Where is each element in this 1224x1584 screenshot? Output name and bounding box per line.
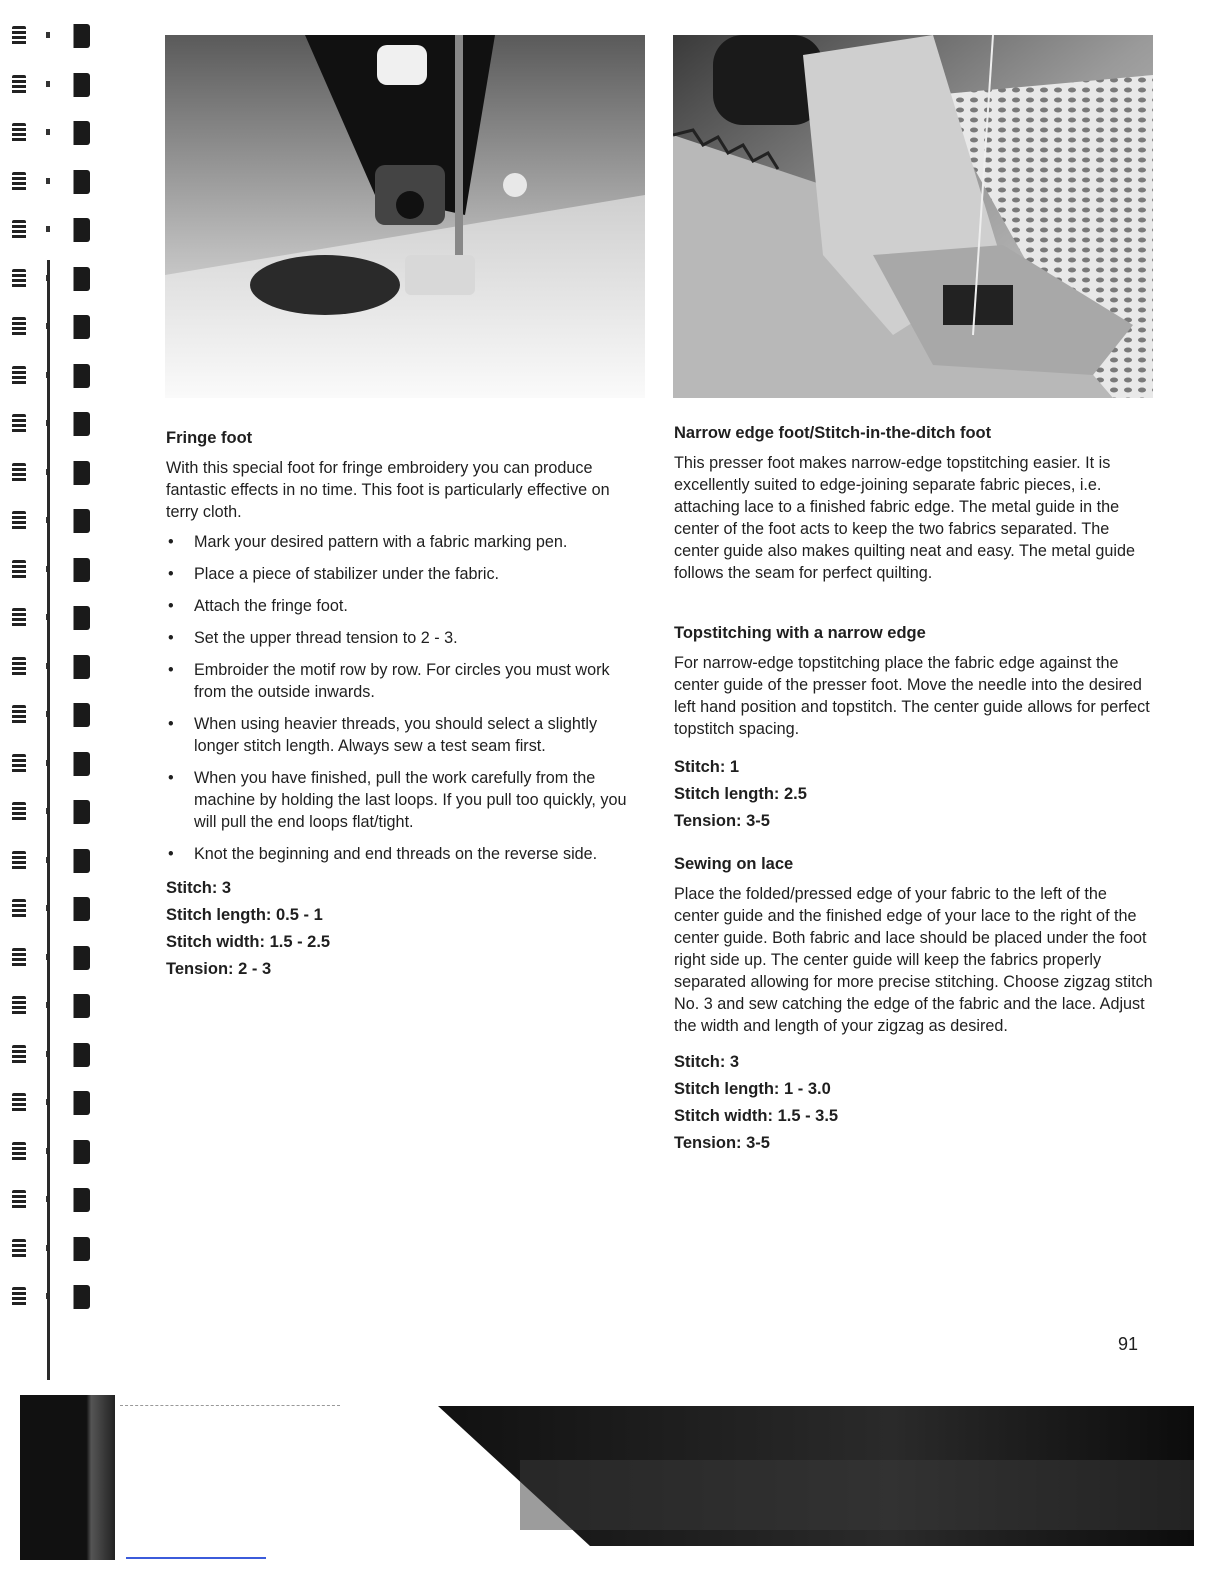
binding-ring [10, 507, 90, 533]
spec-stitch: Stitch: 1 [674, 758, 740, 776]
topstitching-heading: Topstitching with a narrow edge [674, 624, 926, 642]
fringe-foot-heading: Fringe foot [166, 429, 253, 447]
fringe-foot-steps [166, 531, 646, 865]
binding-ring [10, 556, 90, 582]
divider [126, 1557, 266, 1559]
binding-ring [10, 750, 90, 776]
binding-ring [10, 895, 90, 921]
fringe-foot-specs [166, 875, 646, 983]
list-item: • Set the upper thread tension to 2 - 3. [166, 627, 646, 649]
binding-ring [10, 1186, 90, 1212]
spec-stitch-length: Stitch length: 1 - 3.0 [674, 1080, 831, 1098]
fringe-foot-intro: With this special foot for fringe embroidery you can produce fantastic effects in no time. This foot is particularly effective on terry cloth. [166, 459, 610, 521]
binding-ring [10, 992, 90, 1018]
narrow-edge-foot-heading: Narrow edge foot/Stitch-in-the-ditch foot [674, 424, 992, 442]
list-item: • Embroider the motif row by row. For circles you must work from the outside inwards. [166, 659, 646, 703]
sewing-lace-text: Place the folded/pressed edge of your fabric to the left of the center guide and the finished edge of your lace to the right of the center guide. Both fabric and lace should be placed under the foot right side up. The center guide will keep the fabrics properly separated allowing for more precise stitching. Choose zigzag stitch No. 3 and sew catching the edge of the fabric and the lace. Adjust the width and length of your zigzag as desired. [674, 885, 1153, 1035]
spec-tension: Tension: 3-5 [674, 812, 770, 830]
binding-spine [47, 260, 50, 1380]
binding-ring [10, 410, 90, 436]
sewing-lace-specs [674, 1049, 1154, 1157]
spec-stitch-length: Stitch length: 0.5 - 1 [166, 906, 323, 924]
topstitching-specs [674, 754, 1154, 835]
spec-tension: Tension: 2 - 3 [166, 960, 272, 978]
list-item: • Knot the beginning and end threads on the reverse side. [166, 843, 646, 865]
photo-fringe-foot-icon [165, 35, 645, 398]
binding-ring [10, 71, 90, 97]
binding-ring [10, 944, 90, 970]
spec-tension: Tension: 3-5 [674, 1134, 770, 1152]
page-number: 91 [1118, 1334, 1139, 1354]
binding-ring [10, 1138, 90, 1164]
binding-ring [10, 1235, 90, 1261]
topstitching-section [674, 622, 1154, 835]
binding-ring [10, 168, 90, 194]
list-item: • Attach the fringe foot. [166, 595, 646, 617]
spec-stitch-width: Stitch width: 1.5 - 2.5 [166, 933, 331, 951]
spec-stitch-width: Stitch width: 1.5 - 3.5 [674, 1107, 839, 1125]
binding-ring [10, 1041, 90, 1067]
binding-ring [10, 119, 90, 145]
topstitching-text: For narrow-edge topstitching place the fabric edge against the center guide of the presser foot. Move the needle into the desired left hand position and topstitch. The center guide allows for perfect topstitch spacing. [674, 654, 1150, 738]
binding-ring [10, 604, 90, 630]
list-item: • When using heavier threads, you should select a slightly longer stitch length. Always sew a test seam first. [166, 713, 646, 757]
binding-ring [10, 459, 90, 485]
photo-narrow-edge-foot-icon [673, 35, 1153, 398]
binding-ring [10, 847, 90, 873]
binding-ring [10, 265, 90, 291]
narrow-edge-foot-intro: This presser foot makes narrow-edge topstitching easier. It is excellently suited to edge-joining separate fabric pieces, i.e. attaching lace to a finished fabric edge. The metal guide in the center of the foot acts to keep the two fabrics separated. The center guide also makes quilting neat and easy. The metal guide follows the seam for perfect quilting. [674, 454, 1136, 582]
narrow-edge-foot-section [674, 422, 1154, 584]
binding-ring [10, 22, 90, 48]
fringe-foot-photo [165, 35, 645, 398]
narrow-edge-foot-photo [673, 35, 1153, 398]
list-item: • When you have finished, pull the work carefully from the machine by holding the last loops. If you pull too quickly, you will pull the end loops flat/tight. [166, 767, 646, 833]
binding-ring [10, 1283, 90, 1309]
spec-stitch-length: Stitch length: 2.5 [674, 785, 807, 803]
binding-ring [10, 362, 90, 388]
binding-ring [10, 313, 90, 339]
spiral-binding [0, 0, 110, 1584]
sewing-lace-heading: Sewing on lace [674, 855, 794, 873]
binding-ring [10, 798, 90, 824]
list-item: • Place a piece of stabilizer under the fabric. [166, 563, 646, 585]
fringe-foot-section [166, 427, 646, 983]
binding-ring [10, 653, 90, 679]
list-item: • Mark your desired pattern with a fabric marking pen. [166, 531, 646, 553]
binding-ring [10, 701, 90, 727]
binding-ring [10, 216, 90, 242]
machine-footer-band [0, 1400, 1224, 1560]
divider [120, 1405, 340, 1407]
sewing-lace-section [674, 853, 1154, 1157]
spec-stitch: Stitch: 3 [166, 879, 232, 897]
spec-stitch: Stitch: 3 [674, 1053, 740, 1071]
binding-ring [10, 1089, 90, 1115]
